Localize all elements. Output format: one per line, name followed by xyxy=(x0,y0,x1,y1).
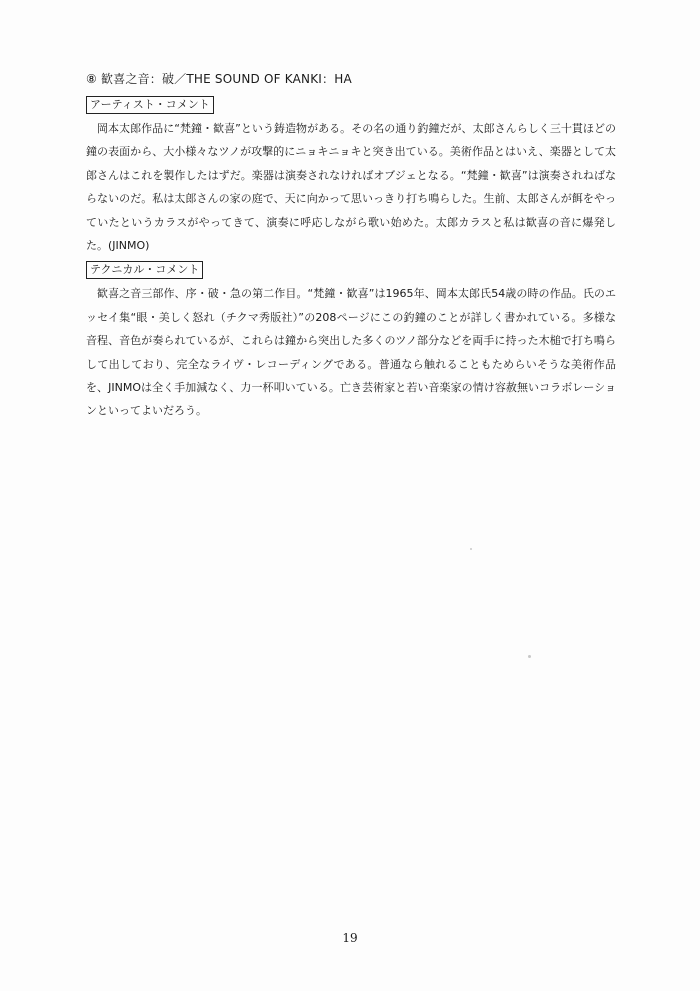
page-content xyxy=(86,71,616,424)
page-number: 19 xyxy=(342,931,358,945)
track-number: ⑧ xyxy=(86,72,97,86)
technical-comment-label: テクニカル・コメント xyxy=(86,261,203,279)
track-title: 歓喜之音：破／THE SOUND OF KANKI：HA xyxy=(100,72,352,86)
track-heading xyxy=(86,71,616,87)
artist-comment-text: 岡本太郎作品に“梵鐘・歓喜”という鋳造物がある。その名の通り釣鐘だが、太郎さんらしく三十貫ほどの鐘の表面から、大小様々なツノが攻撃的にニョキニョキと突き出ている。美術作品とはいえ、楽器として太郎さんはこれを製作したはずだ。楽器は演奏されなければオブジェとなる。“梵鐘・歓喜”は演奏されねばならないのだ。私は太郎さんの家の庭で、天に向かって思いっきり打ち鳴らした。生前、太郎さんが餌をやっていたというカラスがやってきて、演奏に呼応しながら歌い始めた。太郎カラスと私は歓喜の音に爆発した。(JINMO) xyxy=(86,122,616,253)
scan-speck xyxy=(470,548,472,550)
scan-speck xyxy=(528,655,531,658)
technical-comment-text: 歓喜之音三部作、序・破・急の第二作目。“梵鐘・歓喜”は1965年、岡本太郎氏54歳の時の作品。氏のエッセイ集“眼・美しく怒れ（チクマ秀版社）”の208ページにこの釣鐘のことが詳しく書かれている。多様な音程、音色が奏られているが、これらは鐘から突出した多くのツノ部分などを両手に持った木槌で打ち鳴らして出しており、完全なライヴ・レコーディングである。普通なら触れることもためらいそうな美術作品を、JINMOは全く手加減なく、力一杯叩いている。亡き芸術家と若い音楽家の情け容赦無いコラボレーションといってよいだろう。 xyxy=(86,287,616,418)
artist-comment-label: アーティスト・コメント xyxy=(86,96,214,114)
